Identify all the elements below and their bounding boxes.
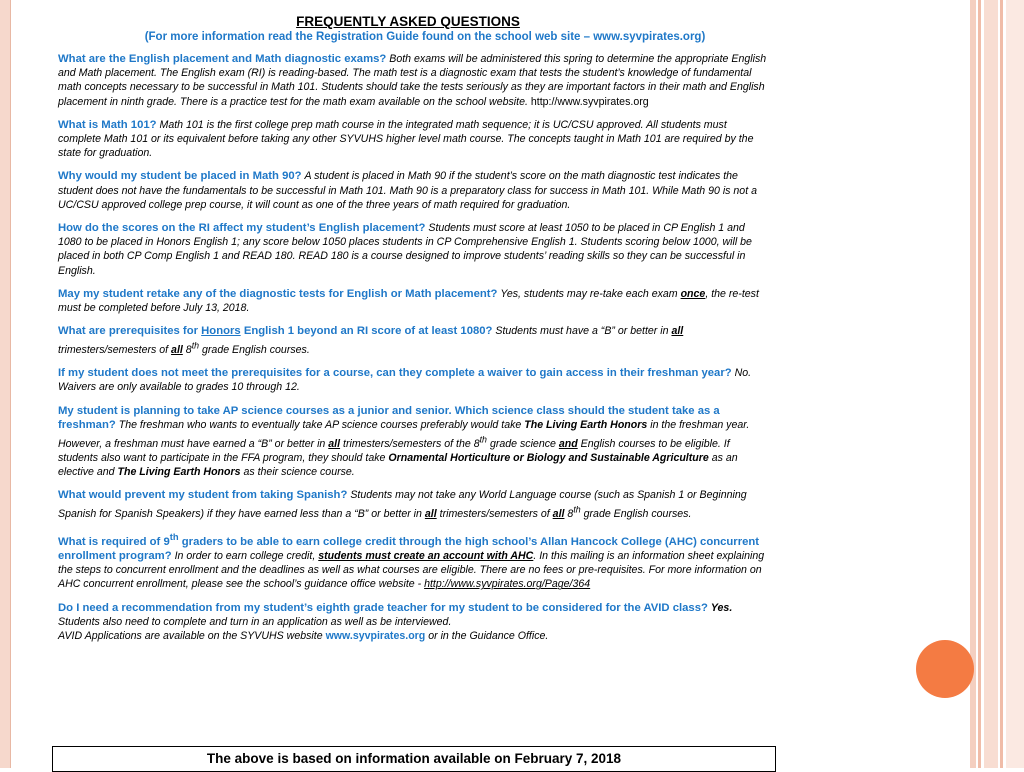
faq-answer: Both exams will be administered this spring to determine the appropriate English and Math placement. The English exam (RI) is reading-based. The math test is a diagnostic exam that tests the student’s knowledge of fundamental math concepts necessary to be successful in Math 101. Students should take the tests seriously as they are important factors in their math and English placement in ninth grade. There is a practice test for the math exam available on the school website. <box>58 53 767 108</box>
faq-item <box>58 530 768 592</box>
answer-text: In order to earn college credit, <box>174 550 316 563</box>
answer-text: grade science <box>489 437 556 450</box>
emphasis-all: all <box>552 507 565 520</box>
left-border <box>0 0 11 768</box>
answer-text: The freshman who wants to eventually take AP science courses preferably would take <box>118 418 522 431</box>
emphasis-course: The Living Earth Honors <box>524 418 648 431</box>
faq-question: What are the English placement and Math diagnostic exams? <box>58 53 387 65</box>
emphasis-all: all <box>328 437 341 450</box>
emphasis-course: Ornamental Horticulture or Biology and Sustainable Agriculture <box>388 451 709 464</box>
faq-item <box>58 118 768 161</box>
answer-text: , the re-test must be completed before July 13, 2018. <box>58 287 759 315</box>
faq-question <box>58 325 492 337</box>
answer-text: Students may not take any World Language course (such as Spanish 1 or Beginning Spanish for Spanish Speakers) if they have earned less than a “B” or better in <box>58 489 747 520</box>
answer-text: Students also need to complete and turn in an application as well as be interviewed. <box>58 615 452 628</box>
emphasis-and: and <box>558 437 578 450</box>
faq-document <box>58 14 768 643</box>
emphasis-honors: Honors <box>201 325 241 338</box>
answer-text: Students must have a “B” or better in <box>495 325 669 338</box>
faq-item <box>58 324 768 357</box>
question-text: What are prerequisites for <box>58 325 198 338</box>
faq-question: What is Math 101? <box>58 118 157 131</box>
emphasis-yes: Yes. <box>710 601 733 614</box>
question-text: graders to be able to earn college credit through the high school’s Allan Hancock College (AHC) concurrent enrollment program? <box>58 535 760 563</box>
guidance-link[interactable]: http://www.syvpirates.org/Page/364 <box>424 578 591 591</box>
emphasis-course: The Living Earth Honors <box>117 465 241 478</box>
answer-text: in the freshman year. However, a freshman must have earned a “B” or better in <box>58 418 750 450</box>
answer-text: 8 <box>185 343 192 356</box>
faq-item <box>58 169 768 212</box>
question-text: What is required of 9 <box>58 535 170 548</box>
right-border-stripe <box>1000 0 1003 768</box>
page-title: FREQUENTLY ASKED QUESTIONS <box>296 14 520 29</box>
answer-text: 8 <box>567 507 574 520</box>
answer-text: as their science course. <box>243 465 355 478</box>
right-border-stripe <box>984 0 998 768</box>
faq-answer: No. Waivers are only available to grades 10 through 12. <box>58 367 752 394</box>
answer-text: as an elective and <box>58 451 738 478</box>
emphasis-account: students must create an account with AHC <box>318 550 534 563</box>
answer-text: trimesters/semesters of <box>439 507 550 520</box>
emphasis-once: once <box>680 287 706 300</box>
faq-item <box>58 366 768 394</box>
right-border-stripe <box>970 0 976 768</box>
superscript-th: th <box>169 531 179 543</box>
answer-text: English courses to be eligible. If students also want to participate in the FFA program, they should take <box>58 437 730 464</box>
faq-question: How do the scores on the RI affect my student’s English placement? <box>58 222 426 235</box>
faq-item <box>58 488 768 521</box>
superscript-th: th <box>191 340 200 351</box>
faq-item <box>58 287 768 315</box>
faq-question: My student is planning to take AP science courses as a junior and senior. Which science class should the student take as a freshman? <box>58 404 720 431</box>
answer-text: or in the Guidance Office. <box>428 630 549 643</box>
right-border-stripe <box>978 0 981 768</box>
superscript-th: th <box>479 434 487 444</box>
orange-circle-decoration <box>916 640 974 698</box>
superscript-th: th <box>573 504 581 515</box>
answer-text: grade English courses. <box>583 507 692 520</box>
faq-question: May my student retake any of the diagnostic tests for English or Math placement? <box>58 287 498 300</box>
faq-answer: Students must score at least 1050 to be placed in CP English 1 and 1080 to be placed in Honors English 1; any score below 1050 places students in CP Comprehensive English 1. Students scoring below 1000, will be placed in both CP Comp English 1 and READ 180. READ 180 is a course designed to improve students’ reading skills so they can be successful in English. <box>58 222 752 277</box>
faq-question: Why would my student be placed in Math 90? <box>58 170 302 183</box>
faq-answer: Math 101 is the first college prep math course in the integrated math sequence; it is UC/CSU approved. All students must complete Math 101 or its equivalent before taking any other SYVUHS higher level math course. The concepts taught in Math 101 are required by the state for graduation. <box>58 118 754 160</box>
right-border-stripe <box>1006 0 1024 768</box>
website-link[interactable]: http://www.syvpirates.org <box>530 95 649 108</box>
answer-text: trimesters/semesters of the 8 <box>343 437 480 450</box>
emphasis-all: all <box>171 343 183 356</box>
faq-item <box>58 221 768 278</box>
page-subtitle: (For more information read the Registration Guide found on the school web site – www.syvpirates.org) <box>144 31 706 43</box>
answer-text: . In this mailing is an information sheet explaining the steps to concurrent enrollment and the deadlines as well as what courses are eligible. There are no fees or pre-requisites. For more information on AHC concurrent enrollment, please see the school’s guidance office website - <box>58 550 765 591</box>
emphasis-all: all <box>424 507 437 520</box>
faq-question: What would prevent my student from taking Spanish? <box>58 489 348 502</box>
faq-item <box>58 52 768 109</box>
faq-item <box>58 404 768 480</box>
footer-note: The above is based on information available on February 7, 2018 <box>52 746 776 772</box>
answer-text: trimesters/semesters of <box>58 343 169 356</box>
answer-text: grade English courses. <box>202 343 310 356</box>
emphasis-all: all <box>671 325 684 338</box>
faq-answer: A student is placed in Math 90 if the student’s score on the math diagnostic test indicates the student does not have the fundamentals to be successful in Math 101. Math 90 is a preparatory class for success in Math 101. While Math 90 is not a UC/CSU approved college prep course, it will count as one of the three years of math required for graduation. <box>58 170 757 211</box>
faq-answer <box>58 419 749 478</box>
faq-question: If my student does not meet the prerequisites for a course, can they complete a waiver to gain access in their freshman year? <box>58 367 732 380</box>
answer-text: AVID Applications are available on the SYVUHS website <box>58 630 323 643</box>
answer-text: Yes, students may re-take each exam <box>500 287 678 300</box>
faq-item <box>58 601 768 644</box>
faq-question: Do I need a recommendation from my student’s eighth grade teacher for my student to be considered for the AVID class? <box>58 601 708 614</box>
question-text: English 1 beyond an RI score of at least 1080? <box>243 325 493 338</box>
website-link[interactable]: www.syvpirates.org <box>325 630 426 643</box>
